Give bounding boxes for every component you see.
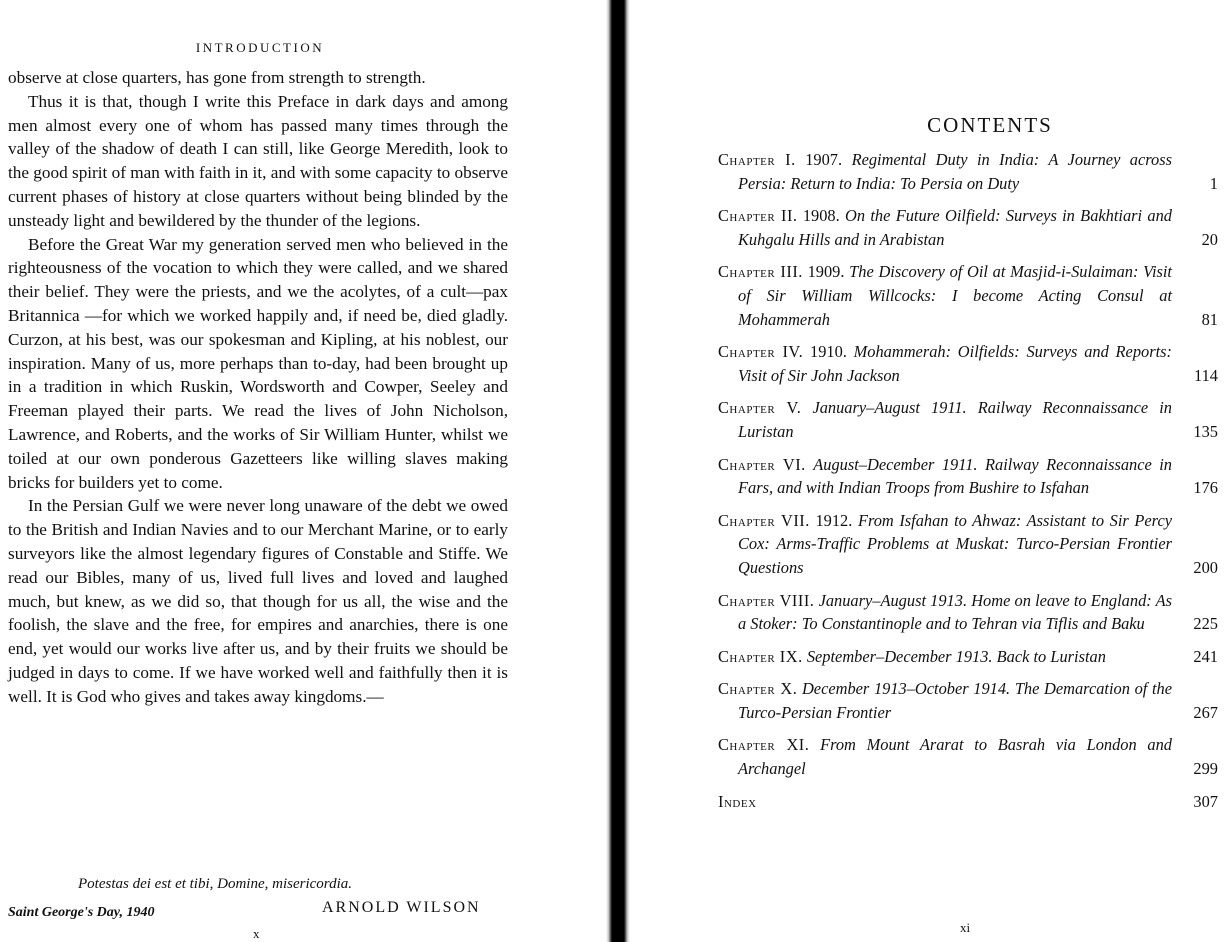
chapter-year: January–August 1911. [812, 398, 967, 418]
page-number: 135 [1193, 421, 1218, 441]
chapter-label: Chapter I. [718, 150, 796, 169]
chapter-label: Chapter III. [718, 262, 803, 282]
paragraph: In the Persian Gulf we were never long unaware of the debt we owed to the British and Indian Navies and to our Merchant Marine, or to early surveyors like the almost legendary figures of Constable and Stiffe. We read our Bibles, many of us, lived full lives and loved and laughed much, but knew, as we did so, that though for us all, the wise and the foolish, the slave and the free, for empires and anarchies, there is one end, yet would our works live after us, and by their fruits we should be judged in days to come. If we have worked well and faithfully then it is well. It is God who gives and takes away kingdoms.— [8, 496, 508, 706]
page-number: 299 [1193, 759, 1218, 779]
chapter-label: Chapter IV. [718, 342, 804, 362]
page-number: 176 [1193, 478, 1218, 498]
table-of-contents [718, 148, 1218, 822]
chapter-description: The Demarcation of the Turco-Persian Frontier [738, 679, 1172, 722]
chapter-label: Chapter VIII. [718, 590, 815, 610]
page-number: 81 [1201, 309, 1218, 329]
chapter-year: September–December 1913. [806, 646, 993, 666]
chapter-year: 1912. [815, 510, 853, 530]
chapter-description: On the Future Oilfield: Surveys in Bakhtiari and Kuhgalu Hills and in Arabistan [738, 206, 1172, 249]
chapter-description: Back to Luristan [996, 646, 1106, 666]
right-page [630, 0, 1230, 942]
chapter-description: From Mount Ararat to Basrah via London and Archangel [738, 735, 1172, 779]
chapter-description: Regimental Duty in India: A Journey across Persia: Return to India: To Persia on Duty [738, 150, 1172, 193]
chapter-description: The Discovery of Oil at Masjid-i-Sulaiman: Visit of Sir William Willcocks: I become Acting Consul at Mohammerah [738, 262, 1172, 329]
chapter-label: Chapter X. [718, 679, 798, 699]
chapter-year: 1907. [805, 150, 843, 169]
toc-entry [718, 645, 1218, 669]
left-page [0, 0, 606, 942]
page-number-right: xi [960, 920, 971, 935]
page-number: 225 [1193, 614, 1218, 634]
paragraph: Thus it is that, though I write this Preface in dark days and among men almost every one of whom has passed many times through the valley of the shadow of death I can still, like George Meredith, look to the good spirit of man with faith in it, and with some capacity to observe current phases of history at close quarters without being blinded by the unsteady light and bewildered by the thunder of the legions. [8, 91, 508, 230]
introduction-text [8, 66, 508, 709]
running-head: INTRODUCTION [195, 40, 325, 55]
paragraph: observe at close quarters, has gone from strength to strength. [8, 68, 426, 87]
chapter-label: Chapter V. [718, 398, 802, 418]
page-number: 114 [1194, 365, 1218, 385]
signature-name: ARNOLD WILSON [322, 899, 481, 916]
chapter-year: August–December 1911. [813, 454, 978, 474]
page-number: 1 [1209, 173, 1218, 193]
toc-entry [718, 733, 1218, 780]
toc-entry [718, 396, 1218, 443]
chapter-description: Railway Reconnaissance in Luristan [738, 398, 1172, 441]
index-label: Index [718, 791, 757, 811]
toc-entry [718, 509, 1218, 580]
toc-entry-index [718, 790, 1218, 814]
page-number-left: x [253, 926, 260, 941]
chapter-description: Mohammerah: Oilfields: Surveys and Reports: Visit of Sir John Jackson [738, 342, 1172, 385]
signature-date: Saint George's Day, 1940 [8, 905, 155, 920]
chapter-label: Chapter IX. [718, 646, 803, 666]
page-number: 200 [1193, 557, 1218, 577]
book-gutter [606, 0, 630, 942]
toc-entry [718, 260, 1218, 331]
chapter-label: Chapter VII. [718, 510, 810, 530]
page-number: 307 [1193, 791, 1218, 811]
chapter-description: From Isfahan to Ahwaz: Assistant to Sir Percy Cox: Arms-Traffic Problems at Muskat: Turco-Persian Frontier Questions [738, 510, 1172, 577]
page-number: 241 [1193, 646, 1218, 666]
chapter-year: December 1913–October 1914. [801, 679, 1011, 699]
chapter-year: January–August 1913. [818, 590, 968, 610]
toc-entry [718, 677, 1218, 724]
chapter-label: Chapter VI. [718, 454, 806, 474]
paragraph: Before the Great War my generation served men who believed in the righteousness of the vocation to which they were called, and we shared their belief. They were the priests, and we the acolytes, of a cult—pax Britannica —for which we worked happily and, if need be, died gladly. Curzon, at his best, was our spokesman and Kipling, at his noblest, our inspiration. Many of us, more perhaps than to-day, had been brought up in a tradition in which Ruskin, Wordsworth and Cowper, Seeley and Freeman played their parts. We read the lives of John Nicholson, Lawrence, and Roberts, and the works of Sir William Hunter, whilst we toiled at our own ponderous Gazetteers like willing slaves making bricks for builders yet to come. [8, 234, 508, 492]
contents-title: CONTENTS [927, 113, 1053, 137]
chapter-description: Home on leave to England: As a Stoker: To Constantinople and to Tehran via Tiflis and Baku [738, 590, 1172, 634]
toc-entry [718, 589, 1218, 636]
toc-entry [718, 204, 1218, 251]
toc-entry [718, 340, 1218, 387]
chapter-year: 1910. [810, 342, 847, 362]
toc-entry [718, 148, 1218, 195]
latin-quote: Potestas dei est et tibi, Domine, misericordia. [78, 876, 352, 892]
page-number: 267 [1193, 702, 1218, 722]
chapter-description: Railway Reconnaissance in Fars, and with Indian Troops from Bushire to Isfahan [738, 454, 1172, 498]
chapter-year: 1908. [802, 206, 840, 226]
chapter-label: Chapter II. [718, 206, 798, 226]
chapter-label: Chapter XI. [718, 735, 810, 755]
page-number: 20 [1201, 229, 1218, 249]
chapter-year: 1909. [807, 262, 845, 282]
toc-entry [718, 453, 1218, 500]
